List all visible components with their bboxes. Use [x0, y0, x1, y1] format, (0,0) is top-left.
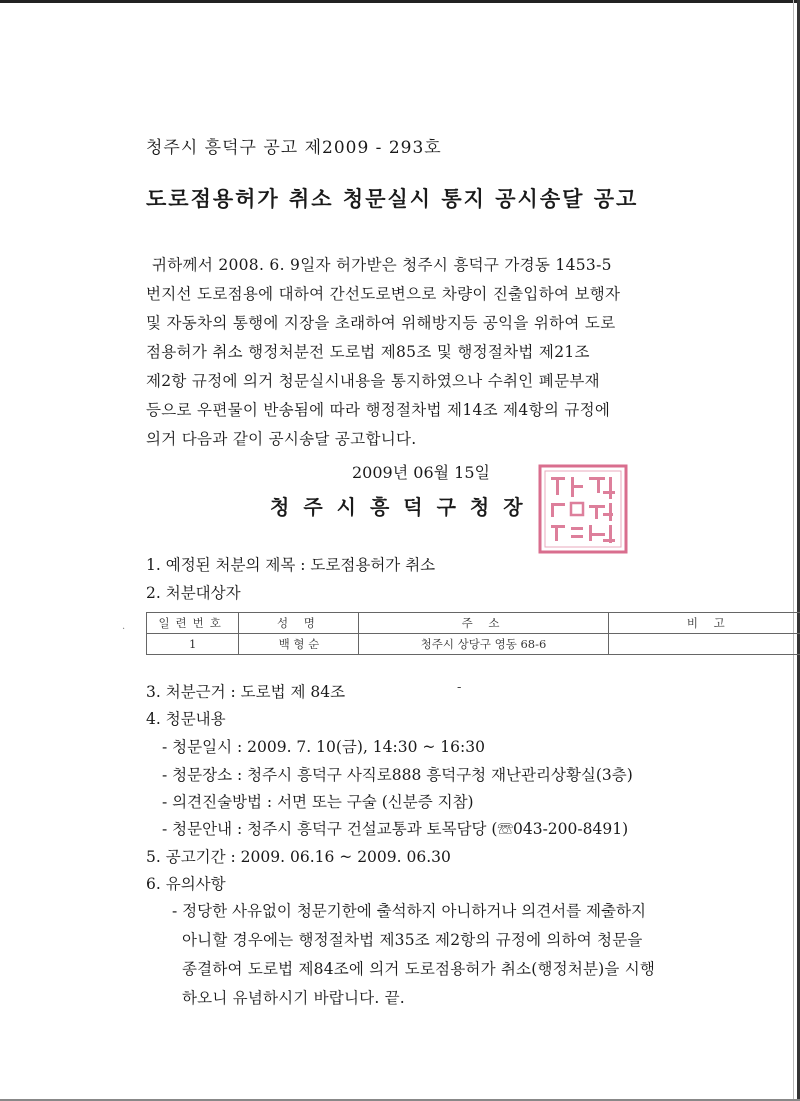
- caution-line: 아니할 경우에는 행정절차법 제35조 제2항의 규정에 의하여 청문을: [182, 931, 643, 949]
- table-header: 성 명: [239, 613, 359, 634]
- item-notice-period: 5. 공고기간 : 2009. 06.16 ~ 2009. 06.30: [146, 848, 451, 866]
- body-line: 귀하께서 2008. 6. 9일자 허가받은 청주시 흥덕구 가경동 1453-5: [152, 256, 612, 274]
- scan-mark: ·: [122, 624, 126, 635]
- item-disposition-target: 2. 처분대상자: [146, 584, 241, 602]
- caution-line: 하오니 유념하시기 바랍니다. 끝.: [182, 989, 405, 1007]
- table-header: 주 소: [359, 613, 608, 634]
- body-line: 및 자동차의 통행에 지장을 초래하여 위해방지등 공익을 위하여 도로: [146, 314, 616, 332]
- body-line: 점용허가 취소 행정처분전 도로법 제85조 및 행정절차법 제21조: [146, 343, 590, 361]
- item-cautions: 6. 유의사항: [146, 875, 226, 893]
- hearing-datetime: - 청문일시 : 2009. 7. 10(금), 14:30 ~ 16:30: [162, 738, 485, 756]
- hearing-place: - 청문장소 : 청주시 흥덕구 사직로888 흥덕구청 재난관리상황실(3층): [162, 766, 633, 784]
- issuer-name: 청주시흥덕구청장: [270, 495, 537, 519]
- issue-date: 2009년 06월 15일: [352, 463, 490, 482]
- hearing-method: - 의견진술방법 : 서면 또는 구술 (신분증 지참): [162, 793, 474, 811]
- scan-mark: -: [457, 680, 462, 695]
- notice-number: 청주시 흥덕구 공고 제2009 - 293호: [146, 138, 442, 158]
- table-cell-note: [608, 634, 800, 655]
- body-line: 제2항 규정에 의거 청문실시내용을 통지하였으나 수취인 폐문부재: [146, 372, 600, 390]
- item-hearing: 4. 청문내용: [146, 710, 226, 728]
- table-row: [147, 634, 800, 655]
- body-line: 번지선 도로점용에 대하여 간선도로변으로 차량이 진출입하여 보행자: [146, 285, 621, 303]
- table-header: 비 고: [608, 613, 800, 634]
- table-header: 일련번호: [147, 613, 239, 634]
- table-cell-address: 청주시 상당구 영동 68-6: [359, 634, 608, 655]
- table-header-row: [147, 613, 800, 634]
- item-legal-basis: 3. 처분근거 : 도로법 제 84조: [146, 683, 346, 701]
- item-disposition-title: 1. 예정된 처분의 제목 : 도로점용허가 취소: [146, 556, 436, 574]
- scan-edge-shadow: [793, 0, 794, 1101]
- official-seal-stamp: [537, 463, 629, 555]
- document-title: 도로점용허가 취소 청문실시 통지 공시송달 공고: [146, 186, 639, 211]
- table-cell-name: 백 형 순: [239, 634, 359, 655]
- scan-edge-top: [0, 0, 800, 3]
- caution-line: - 정당한 사유없이 청문기한에 출석하지 아니하거나 의견서를 제출하지: [172, 902, 646, 920]
- caution-line: 종결하여 도로법 제84조에 의거 도로점용허가 취소(행정처분)을 시행: [182, 960, 656, 978]
- body-line: 등으로 우편물이 반송됨에 따라 행정절차법 제14조 제4항의 규정에: [146, 401, 611, 419]
- hearing-contact: - 청문안내 : 청주시 흥덕구 건설교통과 토목담당 (☏043-200-8491): [162, 820, 629, 838]
- target-table: [146, 612, 800, 655]
- body-line: 의거 다음과 같이 공시송달 공고합니다.: [146, 430, 417, 448]
- table-cell-no: 1: [147, 634, 239, 655]
